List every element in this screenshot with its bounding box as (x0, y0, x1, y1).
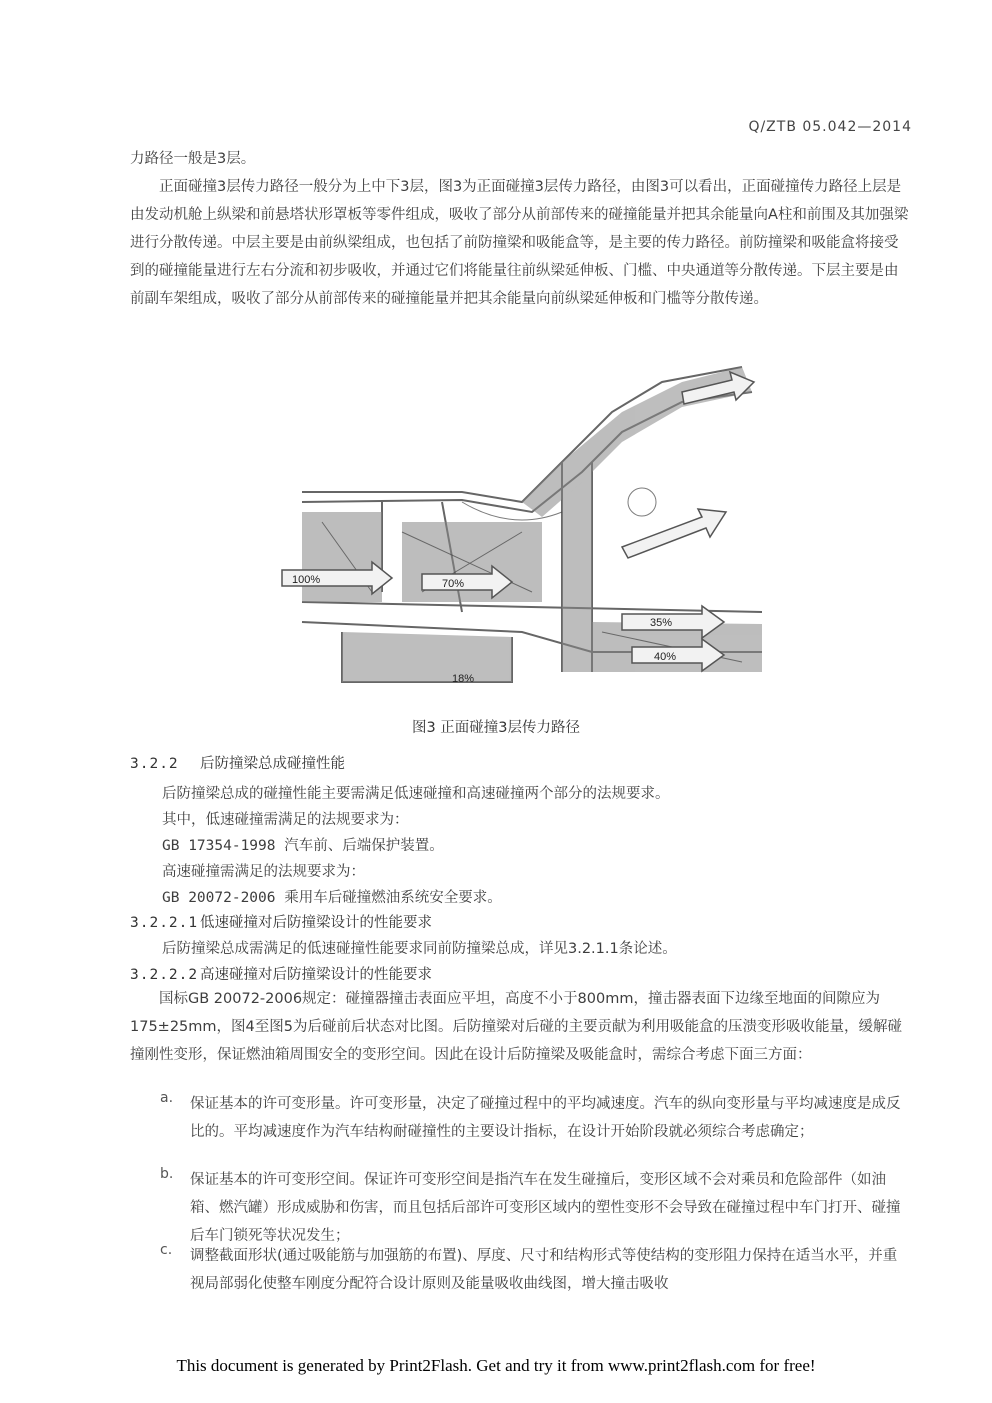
section-number: 3.2.2.1 (130, 915, 199, 931)
label-35: 35% (650, 617, 673, 629)
list-text: 保证基本的许可变形空间。保证许可变形空间是指汽车在发生碰撞后，变形区域不会对乘员和危险部件（如油箱、燃汽罐）形成威胁和伤害，而且包括后部许可变形区域内的塑性变形不会导致在碰撞过程中车门打开、碰撞后车门锁死等状况发生； (190, 1172, 901, 1244)
section-heading-3-2-2-2 (130, 963, 432, 984)
section-number: 3.2.2 (130, 756, 179, 772)
standard-line: GB 17354-1998 汽车前、后端保护装置。 (162, 838, 444, 854)
load-path-figure (262, 352, 762, 692)
section-title: 低速碰撞对后防撞梁设计的性能要求 (200, 915, 432, 931)
standard-line: GB 20072-2006 乘用车后碰撞燃油系统安全要求。 (162, 890, 502, 906)
intro-line: 力路径一般是3层。 (130, 151, 256, 167)
label-40: 40% (654, 651, 677, 663)
label-70: 70% (442, 578, 465, 590)
list-marker: b. (160, 1166, 174, 1182)
text-line: 其中，低速碰撞需满足的法规要求为： (162, 812, 409, 828)
car-structure-diagram (262, 352, 762, 692)
document-code: Q/ZTB 05.042—2014 (748, 119, 912, 135)
list-text: 调整截面形状(通过吸能筋与加强筋的布置)、厚度、尺寸和结构形式等使结构的变形阻力保持在适当水平，并重视局部弱化使整车刚度分配符合设计原则及能量吸收曲线图，增大撞击吸收 (190, 1248, 898, 1292)
text-line: 后防撞梁总成的碰撞性能主要需满足低速碰撞和高速碰撞两个部分的法规要求。 (162, 786, 670, 802)
label-100: 100% (292, 574, 321, 586)
text-line: 后防撞梁总成需满足的低速碰撞性能要求同前防撞梁总成，详见3.2.1.1条论述。 (162, 941, 677, 957)
print2flash-footer: This document is generated by Print2Flash. Get and try it from www.print2flash.com for free! (176, 1356, 816, 1375)
figure-caption: 图3 正面碰撞3层传力路径 (411, 720, 581, 736)
text-line: 高速碰撞需满足的法规要求为： (162, 864, 365, 880)
section-title: 后防撞梁总成碰撞性能 (200, 756, 345, 772)
section-number: 3.2.2.2 (130, 967, 199, 983)
list-marker: a. (160, 1090, 174, 1106)
section-paragraph: 国标GB 20072-2006规定：碰撞器撞击表面应平坦，高度不小于800mm，撞击器表面下边缘至地面的间隙应为175±25mm，图4至图5为后碰前后状态对比图。后防撞梁对后碰的主要贡献为利用吸能盒的压溃变形吸收能量，缓解碰撞刚性变形，保证燃油箱周围安全的变形空间。因此在设计后防撞梁及吸能盒时，需综合考虑下面三方面： (130, 991, 902, 1063)
label-18: 18% (452, 673, 475, 685)
section-heading-3-2-2 (130, 752, 345, 773)
section-heading-3-2-2-1 (130, 911, 432, 932)
intro-paragraph: 正面碰撞3层传力路径一般分为上中下3层，图3为正面碰撞3层传力路径，由图3可以看出，正面碰撞传力路径上层是由发动机舱上纵梁和前悬塔状形罩板等零件组成，吸收了部分从前部传来的碰撞能量并把其余能量向A柱和前围及其加强梁进行分散传递。中层主要是由前纵梁组成，也包括了前防撞梁和吸能盒等，是主要的传力路径。前防撞梁和吸能盒将接受到的碰撞能量进行左右分流和初步吸收，并通过它们将能量往前纵梁延伸板、门槛、中央通道等分散传递。下层主要是由前副车架组成，吸收了部分从前部传来的碰撞能量并把其余能量向前纵梁延伸板和门槛等分散传递。 (130, 179, 909, 307)
list-marker: c. (160, 1242, 173, 1258)
section-title: 高速碰撞对后防撞梁设计的性能要求 (200, 967, 432, 983)
list-text: 保证基本的许可变形量。许可变形量，决定了碰撞过程中的平均减速度。汽车的纵向变形量与平均减速度是成反比的。平均减速度作为汽车结构耐碰撞性的主要设计指标，在设计开始阶段就必须综合考虑确定； (190, 1096, 901, 1140)
